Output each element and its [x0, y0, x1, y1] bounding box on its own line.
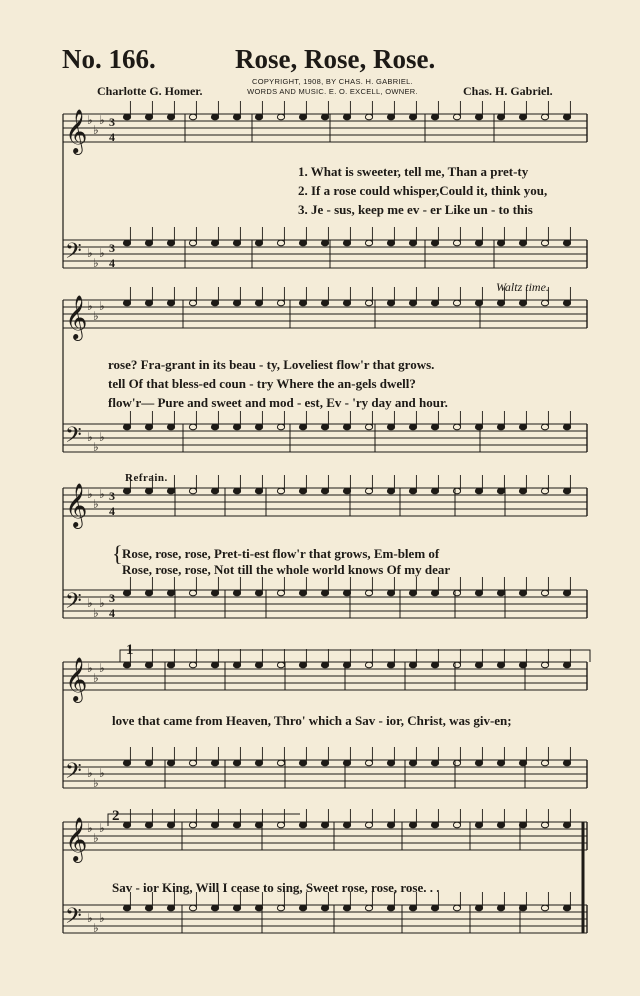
notehead-icon — [277, 424, 284, 430]
notehead-icon — [233, 590, 240, 596]
notehead-icon — [321, 114, 328, 120]
notehead-icon — [123, 240, 130, 246]
notehead-icon — [233, 662, 240, 668]
notehead-icon — [563, 822, 570, 828]
bass-clef-icon: 𝄢 — [65, 589, 82, 619]
notehead-icon — [453, 114, 460, 120]
time-signature-bottom: 4 — [109, 504, 115, 518]
treble-clef-icon: 𝄞 — [65, 657, 88, 701]
notehead-icon — [233, 114, 240, 120]
notehead-icon — [343, 488, 350, 494]
notehead-icon — [519, 488, 526, 494]
treble-clef-icon: 𝄞 — [65, 295, 88, 339]
notehead-icon — [387, 114, 394, 120]
flat-icon: ♭ — [99, 487, 105, 501]
flat-icon: ♭ — [93, 671, 99, 685]
time-signature-bottom: 4 — [109, 606, 115, 620]
notehead-icon — [409, 424, 416, 430]
notehead-icon — [387, 822, 394, 828]
flat-icon: ♭ — [99, 246, 105, 260]
notehead-icon — [343, 424, 350, 430]
lyric-line: tell Of that bless-ed coun - try Where the an-gels dwell? — [108, 376, 416, 391]
notehead-icon — [255, 590, 262, 596]
notehead-icon — [453, 300, 460, 306]
notehead-icon — [145, 590, 152, 596]
notehead-icon — [365, 590, 372, 596]
notehead-icon — [233, 822, 240, 828]
flat-icon: ♭ — [99, 430, 105, 444]
notehead-icon — [497, 822, 504, 828]
bass-clef-icon: 𝄢 — [65, 239, 82, 269]
notehead-icon — [299, 240, 306, 246]
notehead-icon — [189, 488, 196, 494]
second-ending-marker: 2 — [112, 808, 120, 824]
notehead-icon — [321, 300, 328, 306]
notehead-icon — [321, 822, 328, 828]
first-ending-bracket — [120, 650, 590, 662]
notehead-icon — [343, 240, 350, 246]
notehead-icon — [431, 822, 438, 828]
notehead-icon — [211, 760, 218, 766]
flat-icon: ♭ — [93, 440, 99, 454]
notehead-icon — [189, 300, 196, 306]
notehead-icon — [233, 488, 240, 494]
time-signature-top: 3 — [109, 241, 115, 255]
notehead-icon — [453, 905, 460, 911]
notehead-icon — [321, 590, 328, 596]
notehead-icon — [541, 300, 548, 306]
notehead-icon — [453, 662, 460, 668]
notehead-icon — [563, 488, 570, 494]
notehead-icon — [343, 905, 350, 911]
notehead-icon — [365, 760, 372, 766]
notehead-icon — [519, 822, 526, 828]
notehead-icon — [409, 822, 416, 828]
notehead-icon — [277, 488, 284, 494]
notehead-icon — [167, 662, 174, 668]
notehead-icon — [563, 905, 570, 911]
notehead-icon — [123, 488, 130, 494]
flat-icon: ♭ — [87, 596, 93, 610]
owner-line: WORDS AND MUSIC. E. O. EXCELL, OWNER. — [247, 87, 418, 96]
notehead-icon — [431, 300, 438, 306]
notehead-icon — [189, 905, 196, 911]
notehead-icon — [211, 488, 218, 494]
time-signature-bottom: 4 — [109, 256, 115, 270]
notehead-icon — [233, 300, 240, 306]
notehead-icon — [365, 240, 372, 246]
notehead-icon — [387, 488, 394, 494]
notehead-icon — [255, 822, 262, 828]
lyricist-credit: Charlotte G. Homer. — [97, 84, 203, 98]
flat-icon: ♭ — [99, 299, 105, 313]
notehead-icon — [365, 114, 372, 120]
flat-icon: ♭ — [99, 821, 105, 835]
notehead-icon — [343, 662, 350, 668]
hymn-number: No. 166. — [62, 44, 156, 74]
notehead-icon — [299, 590, 306, 596]
flat-icon: ♭ — [93, 606, 99, 620]
time-signature-top: 3 — [109, 591, 115, 605]
notehead-icon — [475, 240, 482, 246]
notehead-icon — [431, 114, 438, 120]
notehead-icon — [475, 662, 482, 668]
notehead-icon — [387, 424, 394, 430]
notehead-icon — [299, 300, 306, 306]
notehead-icon — [299, 662, 306, 668]
notehead-icon — [233, 905, 240, 911]
notehead-icon — [409, 240, 416, 246]
notehead-icon — [145, 905, 152, 911]
notehead-icon — [167, 114, 174, 120]
notehead-icon — [321, 488, 328, 494]
flat-icon: ♭ — [87, 487, 93, 501]
notehead-icon — [123, 424, 130, 430]
notehead-icon — [123, 114, 130, 120]
notehead-icon — [365, 424, 372, 430]
notehead-icon — [519, 590, 526, 596]
notehead-icon — [453, 822, 460, 828]
notehead-icon — [409, 488, 416, 494]
notehead-icon — [563, 114, 570, 120]
notehead-icon — [145, 760, 152, 766]
first-ending-marker: 1 — [126, 642, 134, 658]
lyric-line: Rose, rose, rose, Not till the whole world knows Of my dear — [122, 562, 451, 577]
notehead-icon — [233, 240, 240, 246]
flat-icon: ♭ — [93, 776, 99, 790]
notehead-icon — [123, 905, 130, 911]
notehead-icon — [541, 760, 548, 766]
notehead-icon — [365, 822, 372, 828]
notehead-icon — [123, 822, 130, 828]
notehead-icon — [563, 300, 570, 306]
flat-icon: ♭ — [87, 113, 93, 127]
flat-icon: ♭ — [99, 766, 105, 780]
notehead-icon — [365, 300, 372, 306]
treble-clef-icon: 𝄞 — [65, 817, 88, 861]
notehead-icon — [321, 424, 328, 430]
flat-icon: ♭ — [87, 766, 93, 780]
notehead-icon — [387, 590, 394, 596]
notehead-icon — [321, 240, 328, 246]
notehead-icon — [255, 760, 262, 766]
notehead-icon — [563, 424, 570, 430]
notehead-icon — [299, 822, 306, 828]
notehead-icon — [563, 240, 570, 246]
notehead-icon — [497, 240, 504, 246]
hymn-title: Rose, Rose, Rose. — [235, 44, 436, 74]
treble-clef-icon: 𝄞 — [65, 483, 88, 527]
notehead-icon — [255, 488, 262, 494]
notehead-icon — [145, 300, 152, 306]
notehead-icon — [211, 590, 218, 596]
notehead-icon — [167, 300, 174, 306]
notehead-icon — [475, 760, 482, 766]
notehead-icon — [277, 300, 284, 306]
notehead-icon — [431, 905, 438, 911]
notehead-icon — [167, 760, 174, 766]
notehead-icon — [497, 300, 504, 306]
notehead-icon — [255, 662, 262, 668]
notehead-icon — [541, 424, 548, 430]
notehead-icon — [541, 114, 548, 120]
flat-icon: ♭ — [93, 309, 99, 323]
notehead-icon — [277, 822, 284, 828]
notehead-icon — [453, 488, 460, 494]
flat-icon: ♭ — [93, 256, 99, 270]
notehead-icon — [475, 905, 482, 911]
flat-icon: ♭ — [93, 497, 99, 511]
notehead-icon — [431, 662, 438, 668]
notehead-icon — [255, 300, 262, 306]
notehead-icon — [277, 114, 284, 120]
notehead-icon — [365, 662, 372, 668]
notehead-icon — [189, 240, 196, 246]
lyric-line: 2. If a rose could whisper,Could it, think you, — [298, 183, 548, 198]
bass-clef-icon: 𝄢 — [65, 904, 82, 934]
notehead-icon — [189, 662, 196, 668]
notehead-icon — [497, 488, 504, 494]
notehead-icon — [167, 822, 174, 828]
notehead-icon — [475, 114, 482, 120]
notehead-icon — [145, 822, 152, 828]
notehead-icon — [387, 300, 394, 306]
notehead-icon — [343, 822, 350, 828]
notehead-icon — [519, 300, 526, 306]
notehead-icon — [299, 424, 306, 430]
notehead-icon — [145, 488, 152, 494]
notehead-icon — [497, 424, 504, 430]
notehead-icon — [519, 905, 526, 911]
notehead-icon — [387, 760, 394, 766]
lyric-line: love that came from Heaven, Thro' which a Sav - ior, Christ, was giv-en; — [112, 713, 512, 728]
notehead-icon — [277, 760, 284, 766]
flat-icon: ♭ — [99, 661, 105, 675]
notehead-icon — [277, 905, 284, 911]
notehead-icon — [167, 488, 174, 494]
notehead-icon — [497, 662, 504, 668]
refrain-label: Refrain. — [125, 472, 168, 484]
notehead-icon — [387, 240, 394, 246]
notehead-icon — [475, 424, 482, 430]
composer-credit: Chas. H. Gabriel. — [463, 84, 553, 98]
notehead-icon — [321, 662, 328, 668]
notehead-icon — [541, 488, 548, 494]
notehead-icon — [541, 662, 548, 668]
flat-icon: ♭ — [93, 123, 99, 137]
notehead-icon — [277, 590, 284, 596]
notehead-icon — [233, 424, 240, 430]
notehead-icon — [453, 760, 460, 766]
flat-icon: ♭ — [93, 831, 99, 845]
notehead-icon — [123, 760, 130, 766]
notehead-icon — [299, 760, 306, 766]
lyric-line: flow'r— Pure and sweet and mod - est, Ev - 'ry day and hour. — [108, 395, 448, 410]
notehead-icon — [387, 905, 394, 911]
time-signature-top: 3 — [109, 489, 115, 503]
notehead-icon — [299, 905, 306, 911]
notehead-icon — [343, 590, 350, 596]
notehead-icon — [145, 240, 152, 246]
notehead-icon — [431, 760, 438, 766]
notehead-icon — [211, 424, 218, 430]
notehead-icon — [387, 662, 394, 668]
notehead-icon — [211, 905, 218, 911]
notehead-icon — [563, 760, 570, 766]
notehead-icon — [145, 662, 152, 668]
tempo-marking: Waltz time. — [496, 280, 549, 294]
notehead-icon — [189, 424, 196, 430]
notehead-icon — [123, 662, 130, 668]
flat-icon: ♭ — [87, 299, 93, 313]
notehead-icon — [453, 240, 460, 246]
notehead-icon — [255, 240, 262, 246]
notehead-icon — [497, 114, 504, 120]
notehead-icon — [409, 590, 416, 596]
flat-icon: ♭ — [87, 661, 93, 675]
notehead-icon — [475, 488, 482, 494]
notehead-icon — [167, 240, 174, 246]
notehead-icon — [123, 300, 130, 306]
notehead-icon — [167, 424, 174, 430]
notehead-icon — [255, 114, 262, 120]
notehead-icon — [343, 760, 350, 766]
notehead-icon — [277, 662, 284, 668]
time-signature-top: 3 — [109, 115, 115, 129]
flat-icon: ♭ — [87, 911, 93, 925]
notehead-icon — [277, 240, 284, 246]
treble-clef-icon: 𝄞 — [65, 109, 88, 153]
flat-icon: ♭ — [87, 821, 93, 835]
notehead-icon — [299, 488, 306, 494]
notehead-icon — [541, 905, 548, 911]
notehead-icon — [563, 590, 570, 596]
notehead-icon — [519, 662, 526, 668]
lyric-line: 1. What is sweeter, tell me, Than a pret-ty — [298, 164, 529, 179]
notehead-icon — [409, 114, 416, 120]
notehead-icon — [167, 905, 174, 911]
flat-icon: ♭ — [99, 113, 105, 127]
notehead-icon — [211, 114, 218, 120]
notehead-icon — [519, 760, 526, 766]
notehead-icon — [475, 300, 482, 306]
copyright-line: COPYRIGHT, 1908, BY CHAS. H. GABRIEL. — [251, 77, 413, 86]
notehead-icon — [189, 760, 196, 766]
lyric-line: Rose, rose, rose, Pret-ti-est flow'r that grows, Em-blem of — [122, 546, 440, 561]
notehead-icon — [409, 300, 416, 306]
notehead-icon — [365, 905, 372, 911]
notehead-icon — [541, 240, 548, 246]
notehead-icon — [189, 822, 196, 828]
notehead-icon — [321, 905, 328, 911]
notehead-icon — [211, 822, 218, 828]
notehead-icon — [255, 424, 262, 430]
notehead-icon — [497, 905, 504, 911]
flat-icon: ♭ — [93, 921, 99, 935]
notehead-icon — [189, 114, 196, 120]
notehead-icon — [541, 822, 548, 828]
verse-brace: { — [112, 541, 123, 566]
notehead-icon — [519, 424, 526, 430]
flat-icon: ♭ — [87, 246, 93, 260]
flat-icon: ♭ — [99, 911, 105, 925]
notehead-icon — [145, 114, 152, 120]
notehead-icon — [145, 424, 152, 430]
notehead-icon — [519, 114, 526, 120]
notehead-icon — [211, 240, 218, 246]
bass-clef-icon: 𝄢 — [65, 423, 82, 453]
notehead-icon — [431, 240, 438, 246]
notehead-icon — [431, 424, 438, 430]
notehead-icon — [123, 590, 130, 596]
notehead-icon — [497, 760, 504, 766]
notehead-icon — [475, 590, 482, 596]
flat-icon: ♭ — [99, 596, 105, 610]
notehead-icon — [299, 114, 306, 120]
notehead-icon — [189, 590, 196, 596]
notehead-icon — [343, 300, 350, 306]
notehead-icon — [233, 760, 240, 766]
notehead-icon — [211, 300, 218, 306]
notehead-icon — [475, 822, 482, 828]
lyric-line: rose? Fra-grant in its beau - ty, Loveliest flow'r that grows. — [108, 357, 435, 372]
notehead-icon — [365, 488, 372, 494]
second-ending-bracket — [108, 814, 300, 826]
flat-icon: ♭ — [87, 430, 93, 444]
notehead-icon — [409, 905, 416, 911]
notehead-icon — [563, 662, 570, 668]
notehead-icon — [541, 590, 548, 596]
notehead-icon — [409, 760, 416, 766]
notehead-icon — [497, 590, 504, 596]
notehead-icon — [343, 114, 350, 120]
notehead-icon — [211, 662, 218, 668]
notehead-icon — [167, 590, 174, 596]
bass-clef-icon: 𝄢 — [65, 759, 82, 789]
notehead-icon — [321, 760, 328, 766]
notehead-icon — [431, 590, 438, 596]
lyric-line: Sav - ior King, Will I cease to sing, Sweet rose, rose, rose. . . — [112, 880, 440, 895]
lyric-line: 3. Je - sus, keep me ev - er Like un - to this — [298, 202, 533, 217]
notehead-icon — [453, 424, 460, 430]
time-signature-bottom: 4 — [109, 130, 115, 144]
notehead-icon — [431, 488, 438, 494]
notehead-icon — [453, 590, 460, 596]
notehead-icon — [255, 905, 262, 911]
notehead-icon — [519, 240, 526, 246]
notehead-icon — [409, 662, 416, 668]
